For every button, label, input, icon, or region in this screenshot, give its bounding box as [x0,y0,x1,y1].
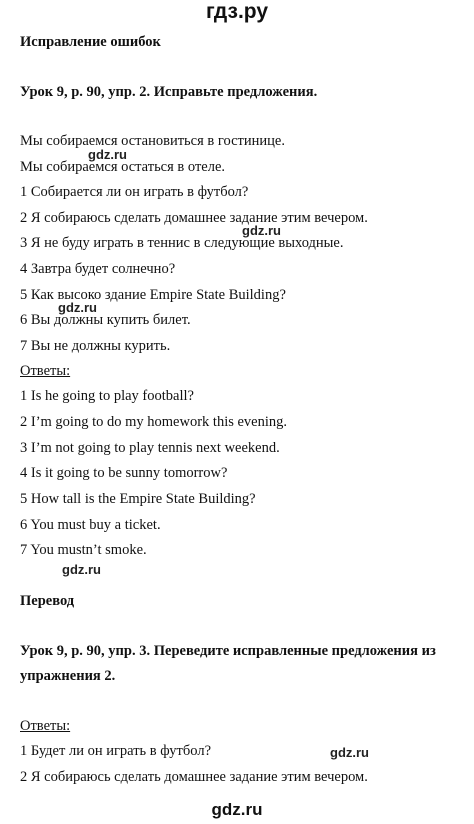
translation-item-2: 2 Я собираюсь сделать домашнее задание этим вечером. [20,769,368,785]
watermark: gdz.ru [62,562,101,577]
answer-item-3: 3 I’m not going to play tennis next weekend. [20,440,280,456]
exercise-item-2: 2 Я собираюсь сделать домашнее задание этим вечером. [20,210,368,226]
answer-item-7: 7 You mustn’t smoke. [20,542,147,558]
answer-item-4: 4 Is it going to be sunny tomorrow? [20,465,228,481]
exercise-heading-3-line2: упражнения 2. [20,668,116,684]
example-line-2: Мы собираемся остаться в отеле. [20,159,226,175]
exercise-heading-2: Урок 9, р. 90, упр. 2. Исправьте предложения. [20,84,318,100]
exercise-heading-3-line1: Урок 9, р. 90, упр. 3. Переведите исправленные предложения из [20,643,436,659]
exercise-item-1: 1 Собирается ли он играть в футбол? [20,184,249,200]
exercise-item-3: 3 Я не буду играть в теннис в следующие выходные. [20,235,344,251]
exercise-item-7: 7 Вы не должны курить. [20,338,171,354]
watermark: gdz.ru [330,745,369,760]
answers-label: Ответы: [20,363,71,379]
section-title-translation: Перевод [20,593,75,609]
answer-item-1: 1 Is he going to play football? [20,388,194,404]
section-title-corrections: Исправление ошибок [20,34,161,50]
translation-item-1: 1 Будет ли он играть в футбол? [20,743,211,759]
answer-item-6: 6 You must buy a ticket. [20,517,161,533]
watermark: gdz.ru [242,223,281,238]
example-line-1: Мы собираемся остановиться в гостинице. [20,133,285,149]
exercise-item-4: 4 Завтра будет солнечно? [20,261,176,277]
site-logo-top[interactable]: гдз.ру [205,0,269,23]
exercise-item-6: 6 Вы должны купить билет. [20,312,191,328]
exercise-item-5: 5 Как высоко здание Empire State Building? [20,287,286,303]
answer-item-5: 5 How tall is the Empire State Building? [20,491,256,507]
site-logo-bottom[interactable]: gdz.ru [211,800,263,819]
watermark: gdz.ru [58,300,97,315]
watermark: gdz.ru [88,147,127,162]
answers-label: Ответы: [20,718,71,734]
answer-item-2: 2 I’m going to do my homework this evening. [20,414,288,430]
